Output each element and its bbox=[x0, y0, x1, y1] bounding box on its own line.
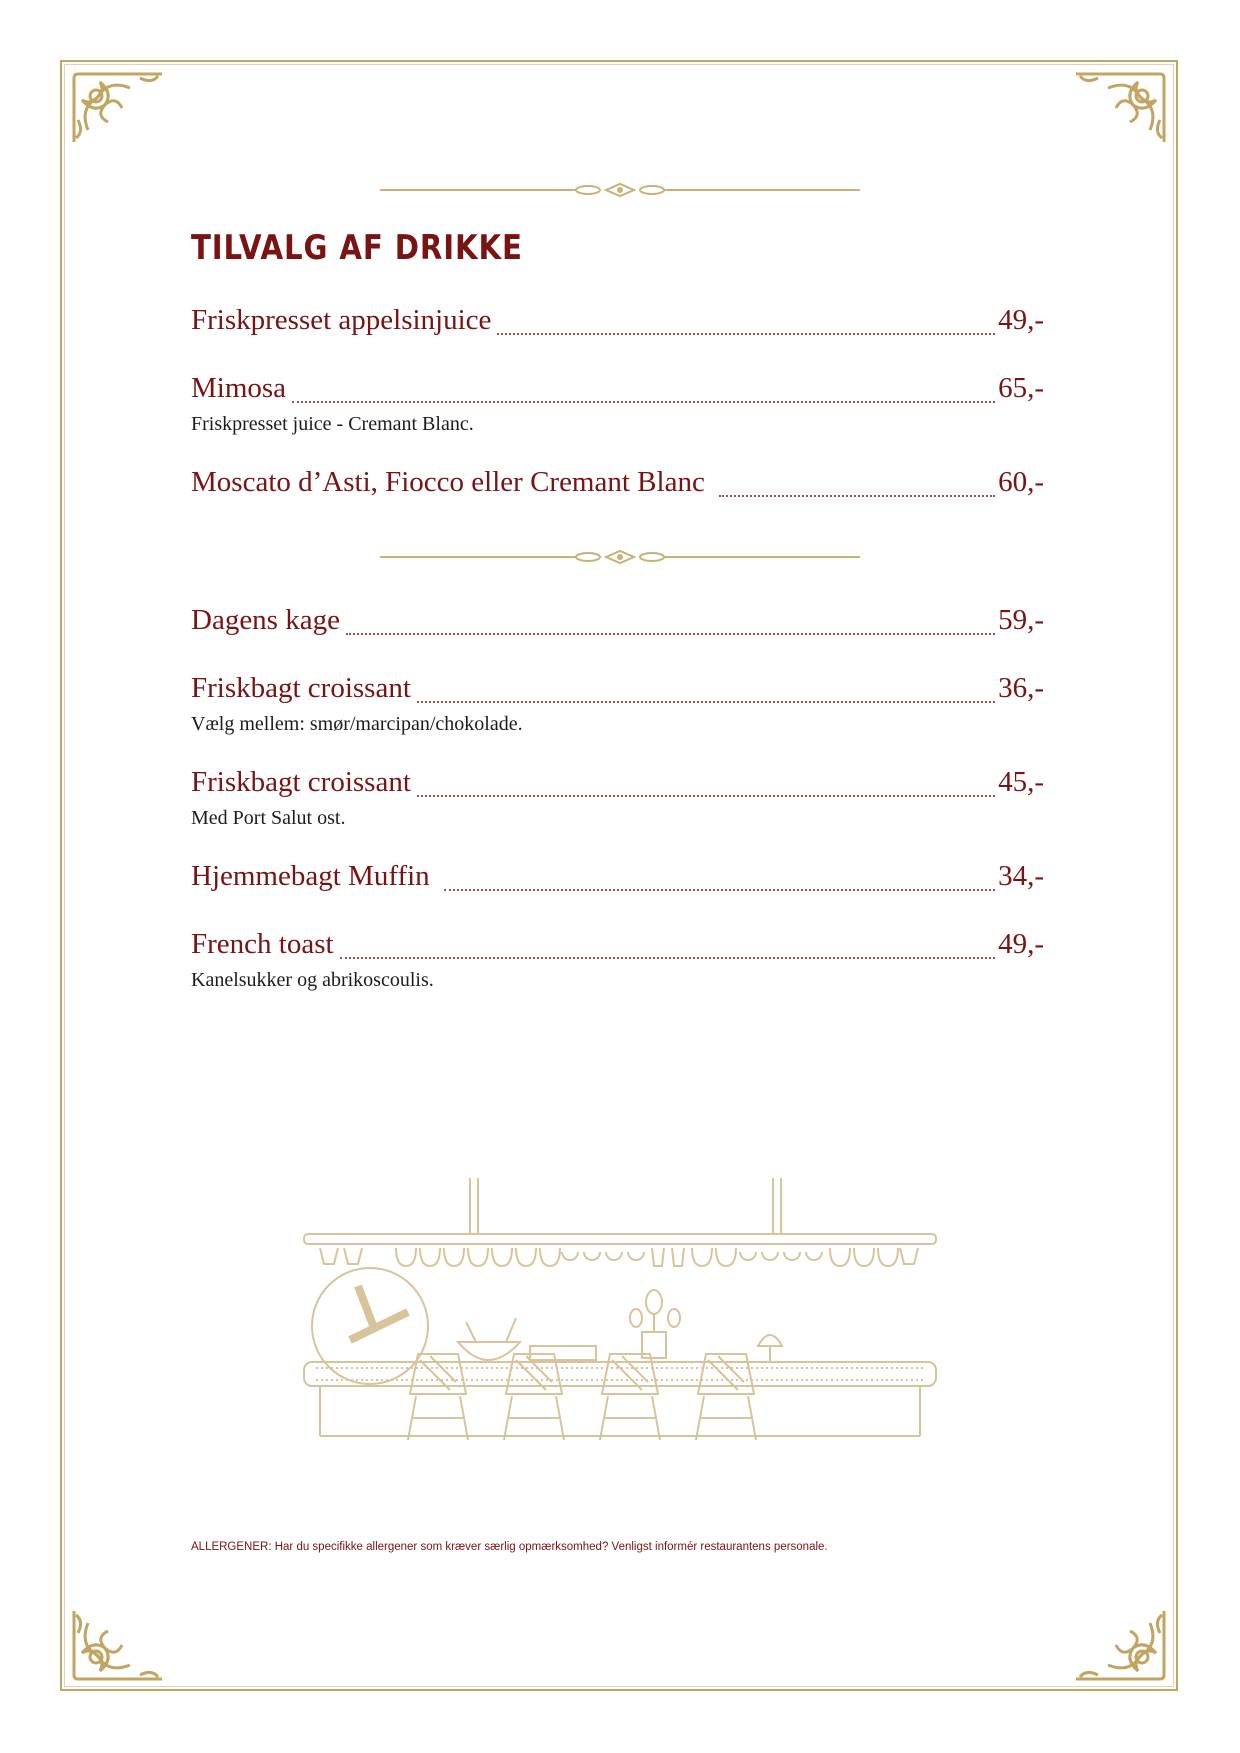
item-name: Friskbagt croissant bbox=[191, 766, 411, 798]
item-description: Vælg mellem: smør/marcipan/chokolade. bbox=[191, 713, 523, 735]
menu-item bbox=[191, 928, 1044, 992]
item-name: Friskpresset appelsinjuice bbox=[191, 304, 492, 336]
dot-leader bbox=[497, 332, 995, 335]
ornament-divider-icon bbox=[380, 549, 860, 565]
item-price: 45,- bbox=[998, 766, 1044, 798]
item-price: 49,- bbox=[998, 304, 1044, 336]
dot-leader bbox=[719, 494, 995, 497]
ornament-corner-icon bbox=[1072, 1607, 1168, 1683]
item-name: Moscato d’Asti, Fiocco eller Cremant Blanc bbox=[191, 466, 705, 498]
dot-leader bbox=[346, 632, 995, 635]
bar-counter-illustration bbox=[300, 1178, 940, 1443]
item-price: 59,- bbox=[998, 604, 1044, 636]
dot-leader bbox=[417, 700, 995, 703]
item-description: Friskpresset juice - Cremant Blanc. bbox=[191, 413, 474, 435]
menu-item bbox=[191, 672, 1044, 736]
item-price: 34,- bbox=[998, 860, 1044, 892]
menu-item bbox=[191, 860, 1044, 900]
section-title: TILVALG AF DRIKKE bbox=[191, 228, 523, 268]
menu-item bbox=[191, 766, 1044, 830]
item-name: French toast bbox=[191, 928, 334, 960]
menu-item bbox=[191, 304, 1044, 344]
item-price: 49,- bbox=[998, 928, 1044, 960]
dot-leader bbox=[292, 400, 995, 403]
ornament-divider-icon bbox=[380, 182, 860, 198]
item-name: Dagens kage bbox=[191, 604, 340, 636]
allergen-notice: ALLERGENER: Har du specifikke allergener som kræver særlig opmærksomhed? Venligst informér restaurantens personale. bbox=[191, 1541, 828, 1553]
ornament-corner-icon bbox=[1072, 70, 1168, 146]
item-name: Hjemmebagt Muffin bbox=[191, 860, 430, 892]
menu-item bbox=[191, 466, 1044, 506]
item-name: Mimosa bbox=[191, 372, 287, 404]
ornament-corner-icon bbox=[70, 70, 166, 146]
item-name: Friskbagt croissant bbox=[191, 672, 411, 704]
dot-leader bbox=[444, 888, 995, 891]
item-price: 36,- bbox=[998, 672, 1044, 704]
item-price: 60,- bbox=[998, 466, 1044, 498]
item-description: Med Port Salut ost. bbox=[191, 807, 346, 829]
ornament-corner-icon bbox=[70, 1607, 166, 1683]
menu-item bbox=[191, 372, 1044, 436]
menu-item bbox=[191, 604, 1044, 644]
dot-leader bbox=[417, 794, 995, 797]
item-price: 65,- bbox=[998, 372, 1044, 404]
item-description: Kanelsukker og abrikoscoulis. bbox=[191, 969, 434, 991]
dot-leader bbox=[340, 956, 996, 959]
